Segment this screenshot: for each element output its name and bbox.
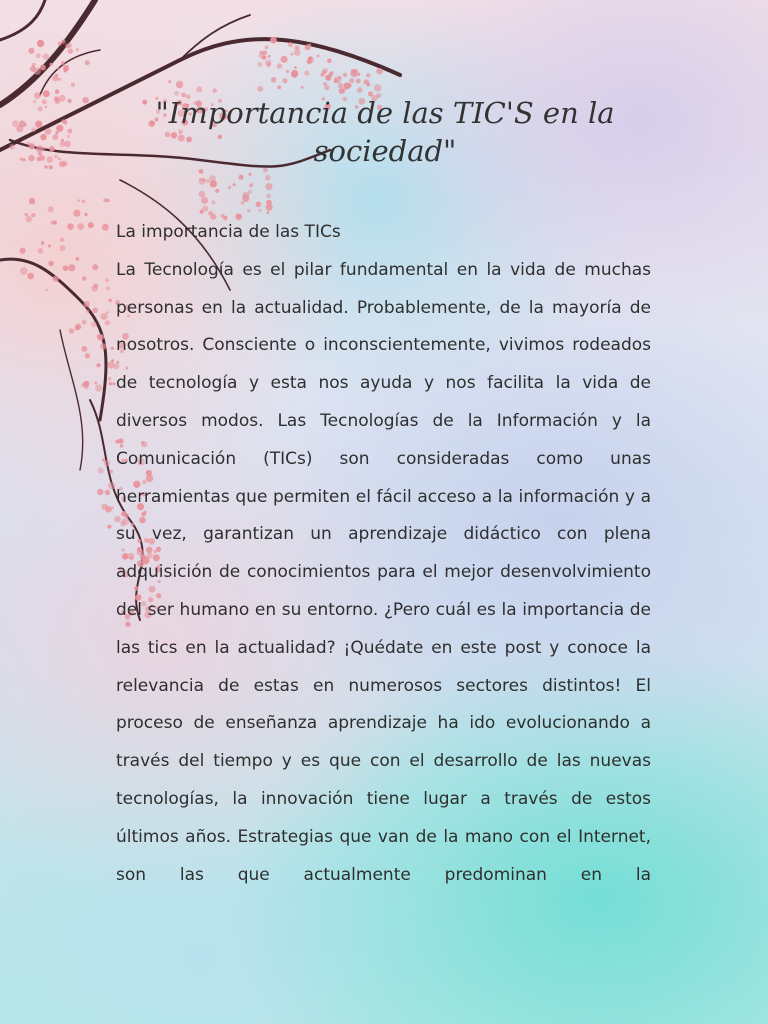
blossom-petal bbox=[108, 377, 112, 381]
blossom-petal bbox=[60, 237, 65, 242]
blossom-petal bbox=[307, 56, 314, 63]
blossom-petal bbox=[283, 78, 288, 83]
blossom-petal bbox=[50, 63, 53, 66]
blossom-petal bbox=[61, 119, 65, 123]
blossom-petal bbox=[58, 42, 62, 46]
blossom-petal bbox=[294, 66, 297, 69]
blossom-petal bbox=[20, 267, 28, 275]
blossom-petal bbox=[238, 175, 243, 180]
blossom-petal bbox=[37, 157, 41, 161]
blossom-petal bbox=[40, 134, 46, 140]
document-title: "Importancia de las TIC'S en la sociedad" bbox=[155, 96, 615, 168]
blossom-petal bbox=[81, 346, 87, 352]
blossom-petal bbox=[209, 175, 216, 182]
blossom-petal bbox=[58, 78, 61, 81]
blossom-petal bbox=[106, 311, 109, 314]
blossom-petal bbox=[249, 173, 252, 176]
blossom-petal bbox=[317, 55, 320, 58]
blossom-petal bbox=[27, 273, 34, 280]
blossom-petal bbox=[266, 204, 273, 211]
blossom-petal bbox=[50, 221, 54, 225]
blossom-petal bbox=[98, 468, 104, 474]
blossom-petal bbox=[265, 175, 271, 181]
blossom-petal bbox=[59, 95, 66, 102]
blossom-petal bbox=[48, 244, 51, 247]
blossom-petal bbox=[101, 313, 108, 320]
blossom-petal bbox=[286, 70, 289, 73]
blossom-petal bbox=[67, 135, 70, 138]
blossom-petal bbox=[30, 66, 36, 72]
blossom-petal bbox=[47, 156, 54, 163]
blossom-petal bbox=[168, 80, 171, 83]
blossom-petal bbox=[57, 68, 60, 71]
blossom-petal bbox=[364, 79, 370, 85]
blossom-petal bbox=[77, 223, 84, 230]
blossom-petal bbox=[343, 86, 348, 91]
blossom-petal bbox=[327, 58, 332, 63]
blossom-petal bbox=[53, 134, 59, 140]
blossom-petal bbox=[32, 63, 36, 67]
blossom-petal bbox=[56, 125, 63, 132]
blossom-petal bbox=[82, 97, 88, 103]
blossom-petal bbox=[38, 107, 43, 112]
blossom-petal bbox=[36, 145, 43, 152]
blossom-petal bbox=[29, 143, 35, 149]
blossom-petal bbox=[25, 216, 32, 223]
blossom-petal bbox=[55, 90, 59, 94]
body-paragraph: La Tecnología es el pilar fundamental en la vida de muchas personas en la actualidad. Probablemente, de la mayoría de nosotros. Consciente o inconscientemente, vivimos rodeados de tecnología y esta nos ayuda y nos facilita la vida de diversos modos. Las Tecnologías de la Información y la Comunicación (TICs) son consideradas como unas herramientas que permiten el fácil acceso a la información y a su vez, garantizan un aprendizaje didáctico con plena adquisición de conocimientos para el mejor desenvolvimiento del ser humano en su entorno. ¿Pero cuál es la importancia de las tics en la actualidad? ¡Quédate en este post y conoce la relevancia de estas en numerosos sectores distintos! El proceso de enseñanza aprendizaje ha ido evolucionando a través del tiempo y es que con el desarrollo de las nuevas tecnologías, la innovación tiene lugar a través de estos últimos años. Estrategias que van de la mano con el Internet, son las que actualmente predominan en la bbox=[116, 259, 651, 885]
blossom-petal bbox=[101, 504, 107, 510]
blossom-petal bbox=[326, 76, 331, 81]
blossom-petal bbox=[247, 209, 250, 212]
blossom-petal bbox=[324, 85, 329, 90]
blossom-petal bbox=[39, 41, 42, 44]
blossom-petal bbox=[347, 83, 352, 88]
blossom-petal bbox=[41, 242, 44, 245]
blossom-petal bbox=[109, 382, 113, 386]
blossom-petal bbox=[233, 183, 236, 186]
blossom-petal bbox=[9, 144, 15, 150]
blossom-petal bbox=[53, 276, 59, 282]
blossom-petal bbox=[44, 165, 47, 168]
blossom-petal bbox=[68, 129, 73, 134]
blossom-petal bbox=[31, 127, 36, 132]
blossom-petal bbox=[93, 284, 98, 289]
blossom-petal bbox=[105, 320, 110, 325]
blossom-petal bbox=[176, 81, 183, 88]
blossom-petal bbox=[105, 279, 109, 283]
blossom-petal bbox=[60, 141, 66, 147]
blossom-petal bbox=[49, 165, 53, 169]
blossom-petal bbox=[356, 79, 361, 84]
blossom-petal bbox=[270, 37, 277, 44]
blossom-petal bbox=[92, 308, 98, 314]
blossom-petal bbox=[265, 45, 269, 49]
blossom-petal bbox=[92, 264, 98, 270]
blossom-petal bbox=[54, 154, 58, 158]
blossom-petal bbox=[107, 361, 114, 368]
blossom-petal bbox=[31, 213, 35, 217]
blossom-petal bbox=[294, 49, 301, 56]
blossom-petal bbox=[88, 222, 94, 228]
blossom-petal bbox=[349, 78, 354, 83]
blossom-petal bbox=[291, 72, 297, 78]
blossom-petal bbox=[108, 298, 112, 302]
blossom-petal bbox=[108, 482, 116, 490]
blossom-petal bbox=[259, 209, 262, 212]
blossom-petal bbox=[42, 99, 47, 104]
blossom-petal bbox=[68, 264, 75, 271]
blossom-petal bbox=[206, 179, 209, 182]
blossom-petal bbox=[86, 309, 89, 312]
blossom-petal bbox=[43, 90, 50, 97]
blossom-petal bbox=[265, 183, 272, 190]
blossom-petal bbox=[25, 213, 28, 216]
blossom-petal bbox=[91, 322, 97, 328]
blossom-petal bbox=[22, 158, 26, 162]
blossom-petal bbox=[75, 257, 79, 261]
blossom-petal bbox=[28, 155, 35, 162]
blossom-petal bbox=[36, 53, 41, 58]
blossom-petal bbox=[281, 56, 288, 63]
blossom-petal bbox=[267, 55, 270, 58]
blossom-petal bbox=[301, 86, 304, 89]
blossom-petal bbox=[69, 328, 75, 334]
blossom-petal bbox=[376, 68, 383, 75]
blossom-petal bbox=[34, 92, 41, 99]
blossom-petal bbox=[258, 62, 263, 67]
blossom-petal bbox=[249, 183, 253, 187]
blossom-petal bbox=[64, 69, 67, 72]
blossom-petal bbox=[71, 83, 75, 87]
blossom-petal bbox=[277, 85, 281, 89]
blossom-petal bbox=[266, 194, 271, 199]
blossom-petal bbox=[45, 106, 48, 109]
blossom-petal bbox=[304, 70, 309, 75]
blossom-petal bbox=[28, 48, 34, 54]
blossom-petal bbox=[290, 53, 293, 56]
blossom-petal bbox=[82, 320, 87, 325]
blossom-petal bbox=[95, 385, 102, 392]
blossom-petal bbox=[228, 186, 231, 189]
blossom-petal bbox=[20, 158, 23, 161]
blossom-petal bbox=[33, 100, 36, 103]
blossom-petal bbox=[199, 191, 206, 198]
blossom-petal bbox=[35, 121, 42, 128]
blossom-petal bbox=[67, 223, 74, 230]
blossom-petal bbox=[353, 69, 358, 74]
blossom-petal bbox=[61, 40, 65, 44]
blossom-petal bbox=[288, 42, 293, 47]
blossom-petal bbox=[59, 245, 65, 251]
blossom-petal bbox=[262, 50, 267, 55]
blossom-petal bbox=[256, 201, 262, 207]
blossom-petal bbox=[45, 128, 52, 135]
blossom-petal bbox=[357, 73, 360, 76]
blossom-petal bbox=[111, 347, 114, 350]
blossom-petal bbox=[73, 210, 80, 217]
blossom-petal bbox=[43, 53, 49, 59]
blossom-petal bbox=[338, 83, 344, 89]
blossom-petal bbox=[201, 197, 208, 204]
blossom-petal bbox=[107, 199, 110, 202]
blossom-petal bbox=[85, 353, 90, 358]
blossom-petal bbox=[107, 525, 111, 529]
blossom-petal bbox=[84, 301, 90, 307]
blossom-petal bbox=[242, 192, 249, 199]
blossom-petal bbox=[63, 266, 69, 272]
blossom-petal bbox=[97, 334, 102, 339]
blossom-petal bbox=[96, 363, 100, 367]
blossom-petal bbox=[76, 324, 82, 330]
blossom-petal bbox=[52, 76, 58, 82]
blossom-petal bbox=[338, 76, 341, 79]
blossom-petal bbox=[215, 189, 219, 193]
blossom-petal bbox=[48, 261, 53, 266]
blossom-petal bbox=[38, 248, 44, 254]
blossom-petal bbox=[94, 381, 98, 385]
blossom-petal bbox=[357, 87, 363, 93]
blossom-petal bbox=[199, 178, 206, 185]
blossom-petal bbox=[68, 48, 73, 53]
blossom-petal bbox=[257, 86, 263, 92]
blossom-petal bbox=[271, 77, 277, 83]
blossom-petal bbox=[211, 200, 215, 204]
blossom-petal bbox=[100, 343, 106, 349]
blossom-petal bbox=[97, 489, 103, 495]
blossom-petal bbox=[334, 79, 338, 83]
blossom-petal bbox=[322, 70, 327, 75]
blossom-petal bbox=[59, 161, 65, 167]
blossom-petal bbox=[38, 152, 42, 156]
blossom-petal bbox=[265, 60, 271, 66]
blossom-petal bbox=[48, 206, 54, 212]
blossom-petal bbox=[49, 146, 55, 152]
blossom-petal bbox=[213, 89, 217, 93]
blossom-petal bbox=[106, 287, 110, 291]
document-body bbox=[116, 214, 651, 894]
blossom-petal bbox=[241, 201, 244, 204]
section-heading: La importancia de las TICs bbox=[116, 222, 341, 242]
blossom-petal bbox=[102, 224, 109, 231]
blossom-petal bbox=[29, 198, 35, 204]
blossom-petal bbox=[40, 65, 46, 71]
blossom-petal bbox=[19, 120, 26, 127]
blossom-petal bbox=[76, 48, 80, 52]
blossom-petal bbox=[102, 458, 106, 462]
blossom-petal bbox=[305, 44, 311, 50]
blossom-petal bbox=[106, 492, 109, 495]
blossom-petal bbox=[78, 199, 81, 202]
blossom-petal bbox=[61, 61, 65, 65]
blossom-petal bbox=[82, 200, 85, 203]
blossom-petal bbox=[55, 131, 58, 134]
blossom-petal bbox=[366, 73, 370, 77]
blossom-petal bbox=[43, 147, 46, 150]
blossom-petal bbox=[196, 86, 202, 92]
blossom-petal bbox=[84, 213, 87, 216]
blossom-petal bbox=[109, 470, 113, 474]
blossom-petal bbox=[12, 120, 19, 127]
blossom-petal bbox=[58, 157, 61, 160]
blossom-petal bbox=[85, 60, 90, 65]
blossom-petal bbox=[20, 248, 26, 254]
blossom-petal bbox=[84, 384, 89, 389]
blossom-petal bbox=[68, 99, 72, 103]
blossom-petal bbox=[45, 289, 48, 292]
blossom-petal bbox=[65, 44, 70, 49]
blossom-petal bbox=[82, 276, 87, 281]
blossom-petal bbox=[202, 206, 208, 212]
blossom-petal bbox=[374, 84, 382, 92]
blossom-petal bbox=[343, 73, 347, 77]
blossom-petal bbox=[277, 63, 283, 69]
